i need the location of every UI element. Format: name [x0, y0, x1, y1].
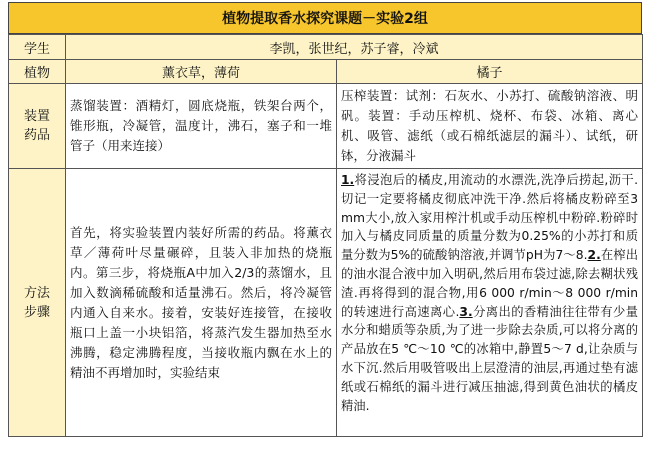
step3-text: 分离出的香精油往往带有少量水分和蜡质等杂质,为了进一步除去杂质,可以将分离的产品放在5 ℃～10 ℃的冰箱中,静置5～7 d,让杂质与水下沉.然后用吸管吸出上层澄清的油层,再通过垫有滤纸或石棉纸的漏斗进行减压抽滤,得到黄色油状的橘皮精油. [341, 304, 639, 413]
students-row [9, 35, 643, 60]
students-label: 学生 [9, 35, 66, 60]
equipment-row [9, 84, 643, 169]
method-label-line2: 步骤 [23, 304, 50, 320]
equipment-right-text: 压榨装置：试剂：石灰水、小苏打、硫酸钠溶液、明矾。装置：手动压榨机、烧杯、布袋、冰箱、离心机、吸管、滤纸（或石棉纸滤层的漏斗）、试纸，研钵，分液漏斗 [341, 88, 639, 163]
step2-number: 2. [587, 248, 601, 263]
method-label-line1: 方法 [23, 285, 50, 301]
method-row [9, 169, 643, 437]
method-label [9, 169, 66, 437]
experiment-table [8, 34, 643, 437]
step1-text: 将浸泡后的橘皮,用流动的水漂洗,洗净后捞起,沥干.切记一定要将橘皮彻底冲洗干净.然后将橘皮粉碎至3 mm大小,放入家用榨汁机或手动压榨机中粉碎.粉碎时加入与橘皮同质量的质量分数为0.25%的小苏打和质量分数为5%的硫酸钠溶液,并调节pH为7～8. [341, 173, 639, 263]
plant-left: 薰衣草，薄荷 [66, 60, 337, 84]
step3-number: 3. [459, 304, 473, 319]
method-left-text: 首先，将实验装置内装好所需的药品。将薰衣草／薄荷叶尽量碾碎，且装入非加热的烧瓶内。第三步，将烧瓶A中加入2/3的蒸馏水，且加入数滴稀硫酸和适量沸石。然后，将冷凝管内通入自来水。接着，安装好连接管，在接收瓶口上盖一小块铝箔，将蒸汽发生器加热至水沸腾，稳定沸腾程度，当接收瓶内飘在水上的精油不再增加时，实验结束 [70, 224, 332, 380]
equipment-label-line1: 装置 [23, 109, 50, 124]
equipment-right [337, 84, 643, 169]
method-right-text [341, 171, 638, 415]
equipment-left-text: 蒸馏装置：酒精灯，圆底烧瓶，铁架台两个，锥形瓶，冷凝管，温度计，沸石，塞子和一堆管子（用来连接） [70, 98, 332, 153]
equipment-label-line2: 药品 [23, 128, 50, 143]
equipment-left [66, 84, 337, 169]
step1-number: 1. [341, 173, 355, 187]
experiment-sheet [8, 2, 642, 447]
students-names: 李凯，张世纪，苏子睿，冷斌 [66, 35, 643, 60]
method-right [337, 169, 643, 437]
plants-row [9, 60, 643, 84]
plants-label: 植物 [9, 60, 66, 84]
equipment-label [9, 84, 66, 169]
method-left [66, 169, 337, 437]
sheet-title: 植物提取香水探究课题－实验2组 [8, 2, 642, 34]
step2-text: 在榨出的油水混合液中加入明矾,然后用布袋过滤,除去糊状残渣.再将得到的混合物,用6 000 r/min～8 000 r/min的转速进行高速离心. [341, 248, 639, 319]
plant-right: 橘子 [337, 60, 643, 84]
